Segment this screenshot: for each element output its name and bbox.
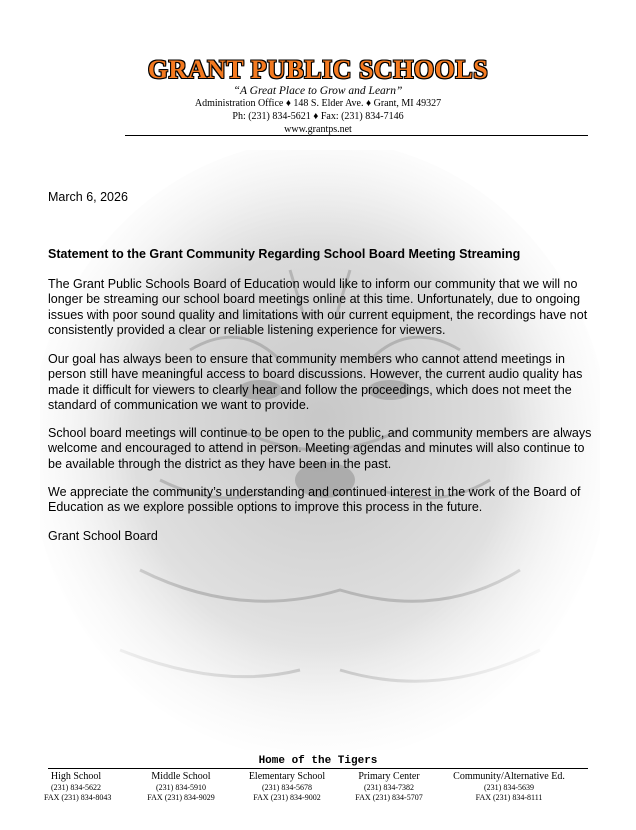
school-contact-elementary-school [244,771,330,803]
school-contact-high-school [44,771,112,803]
district-name-title: GRANT PUBLIC SCHOOLS [147,55,489,84]
school-fax: FAX (231) 834-8111 [475,793,543,802]
school-phone: (231) 834-5910 [156,783,206,792]
footer-motto: Home of the Tigers [258,755,378,767]
school-name: Elementary School [248,771,326,782]
letter-heading: Statement to the Grant Community Regarding School Board Meeting Streaming [48,247,521,261]
website-link[interactable]: www.grantps.net [284,124,352,135]
letter-paragraph: We appreciate the community’s understanding and continued interest in the work of the Board of Education as we explore possible options to improve this process in the future. [48,485,581,515]
school-fax: FAX (231) 834-8043 [44,793,112,802]
school-phone: (231) 834-7382 [364,783,414,792]
district-slogan: “A Great Place to Grow and Learn” [233,85,403,97]
header-divider [125,135,588,136]
school-contact-community-alternative [448,771,570,803]
school-name: Community/Alternative Ed. [453,771,565,782]
footer-divider [48,768,588,769]
letter-paragraph: The Grant Public Schools Board of Education would like to inform our community that we will no longer be streaming our school board meetings online at this time. Unfortunately, due to ongoing issues with poor sound quality and limitations with our current equipment, the recordings have not consistently provided a clear or reliable listening experience for viewers. [48,277,588,337]
school-phone: (231) 834-5639 [484,783,534,792]
school-fax: FAX (231) 834-5707 [355,793,423,802]
school-name: High School [50,771,102,782]
school-name: Primary Center [358,771,420,782]
school-contact-middle-school [143,771,219,803]
letter-signature: Grant School Board [48,529,158,543]
school-fax: FAX (231) 834-9002 [253,793,321,802]
school-contact-primary-center [352,771,426,803]
school-phone: (231) 834-5678 [262,783,312,792]
letter-date: March 6, 2026 [48,190,128,204]
school-fax: FAX (231) 834-9029 [147,793,215,802]
school-name: Middle School [151,771,211,782]
school-phone: (231) 834-5622 [51,783,101,792]
phone-fax-line: Ph: (231) 834-5621 ♦ Fax: (231) 834-7146 [232,111,404,122]
letter-paragraph: School board meetings will continue to be open to the public, and community members are always welcome and encouraged to attend in person. Meeting agendas and minutes will also continue to be available through the district as they have been in the past. [48,426,592,471]
letter-paragraph: Our goal has always been to ensure that community members who cannot attend meetings in person still have meaningful access to board discussions. However, the current audio quality has made it difficult for viewers to clearly hear and follow the proceedings, which does not meet the standard of communication we want to provide. [48,352,583,412]
administration-address: Administration Office ♦ 148 S. Elder Ave. ♦ Grant, MI 49327 [194,98,442,109]
